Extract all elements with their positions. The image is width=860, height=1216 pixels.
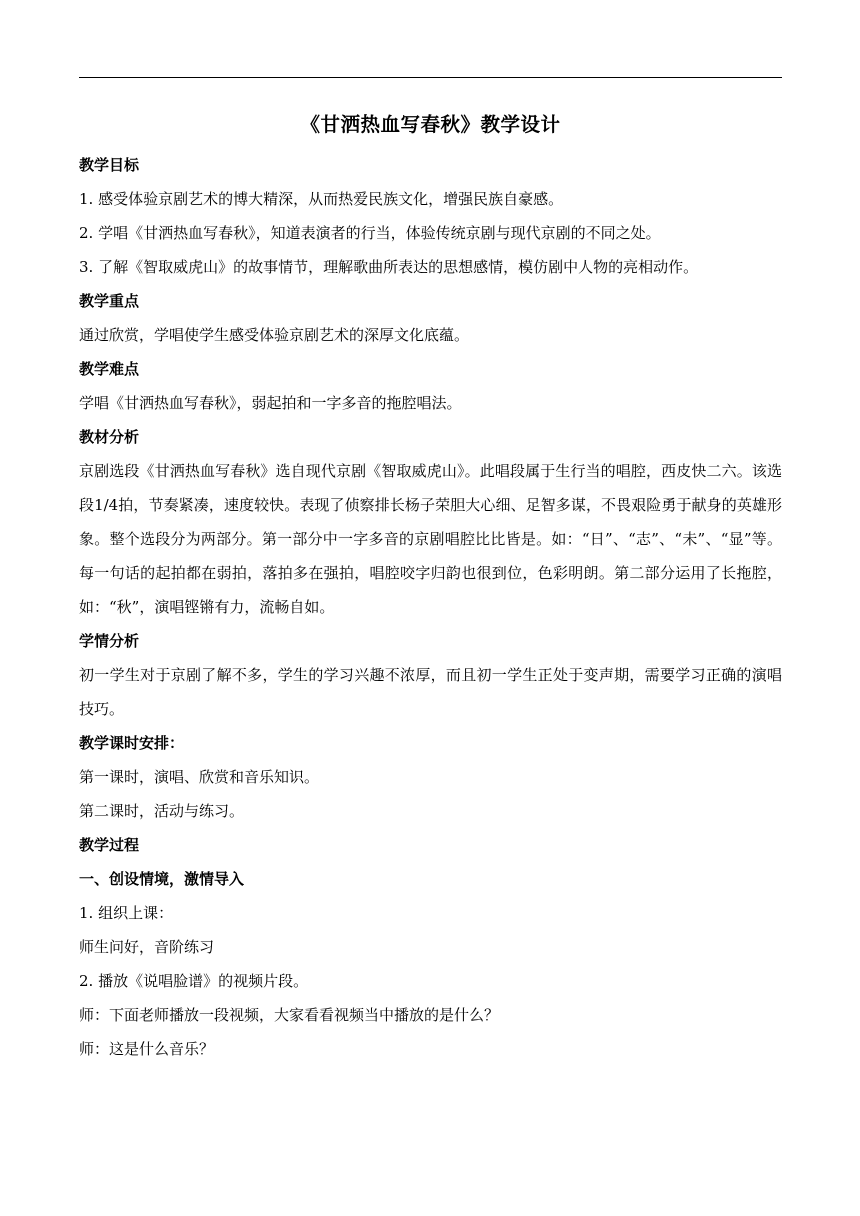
schedule-heading: 教学课时安排： xyxy=(79,734,185,752)
process-subheading: 一、创设情境，激情导入 xyxy=(79,870,245,888)
header-rule xyxy=(79,77,782,78)
student-analysis-text: 初一学生对于京剧了解不多，学生的学习兴趣不浓厚，而且初一学生正处于变声期，需要学习正确的演唱技巧。 xyxy=(79,666,782,718)
process-line: 2. 播放《说唱脸谱》的视频片段。 xyxy=(79,972,309,990)
objective-item: 2. 学唱《甘洒热血写春秋》，知道表演者的行当，体验传统京剧与现代京剧的不同之处。 xyxy=(79,224,661,242)
process-line: 师：这是什么音乐？ xyxy=(79,1040,215,1058)
objective-item: 1. 感受体验京剧艺术的博大精深，从而热爱民族文化，增强民族自豪感。 xyxy=(79,190,564,208)
document-body xyxy=(79,108,782,1066)
schedule-item: 第一课时，演唱、欣赏和音乐知识。 xyxy=(79,768,320,786)
process-line: 师生问好，音阶练习 xyxy=(79,938,215,956)
process-line: 1. 组织上课： xyxy=(79,904,174,922)
process-line: 师：下面老师播放一段视频，大家看看视频当中播放的是什么？ xyxy=(79,1006,500,1024)
schedule-item: 第二课时，活动与练习。 xyxy=(79,802,245,820)
difficulties-heading: 教学难点 xyxy=(79,360,140,378)
material-analysis-heading: 教材分析 xyxy=(79,428,140,446)
key-points-text: 通过欣赏，学唱使学生感受体验京剧艺术的深厚文化底蕴。 xyxy=(79,326,470,344)
student-analysis-heading: 学情分析 xyxy=(79,632,140,650)
difficulties-text: 学唱《甘洒热血写春秋》，弱起拍和一字多音的拖腔唱法。 xyxy=(79,394,462,412)
key-points-heading: 教学重点 xyxy=(79,292,140,310)
document-title: 《甘洒热血写春秋》教学设计 xyxy=(300,113,561,136)
objectives-heading: 教学目标 xyxy=(79,156,140,174)
process-heading: 教学过程 xyxy=(79,836,140,854)
objective-item: 3. 了解《智取威虎山》的故事情节，理解歌曲所表达的思想感情，模仿剧中人物的亮相动作。 xyxy=(79,258,699,276)
material-analysis-text: 京剧选段《甘洒热血写春秋》选自现代京剧《智取威虎山》。此唱段属于生行当的唱腔，西皮快二六。该选段1/4拍，节奏紧凑，速度较快。表现了侦察排长杨子荣胆大心细、足智多谋，不畏艰险勇于献身的英雄形象。整个选段分为两部分。第一部分中一字多音的京剧唱腔比比皆是。如：“日”、“志”、“未”、“显”等。每一句话的起拍都在弱拍，落拍多在强拍，唱腔咬字归韵也很到位，色彩明朗。第二部分运用了长拖腔，如：“秋”，演唱铿锵有力，流畅自如。 xyxy=(79,462,782,616)
